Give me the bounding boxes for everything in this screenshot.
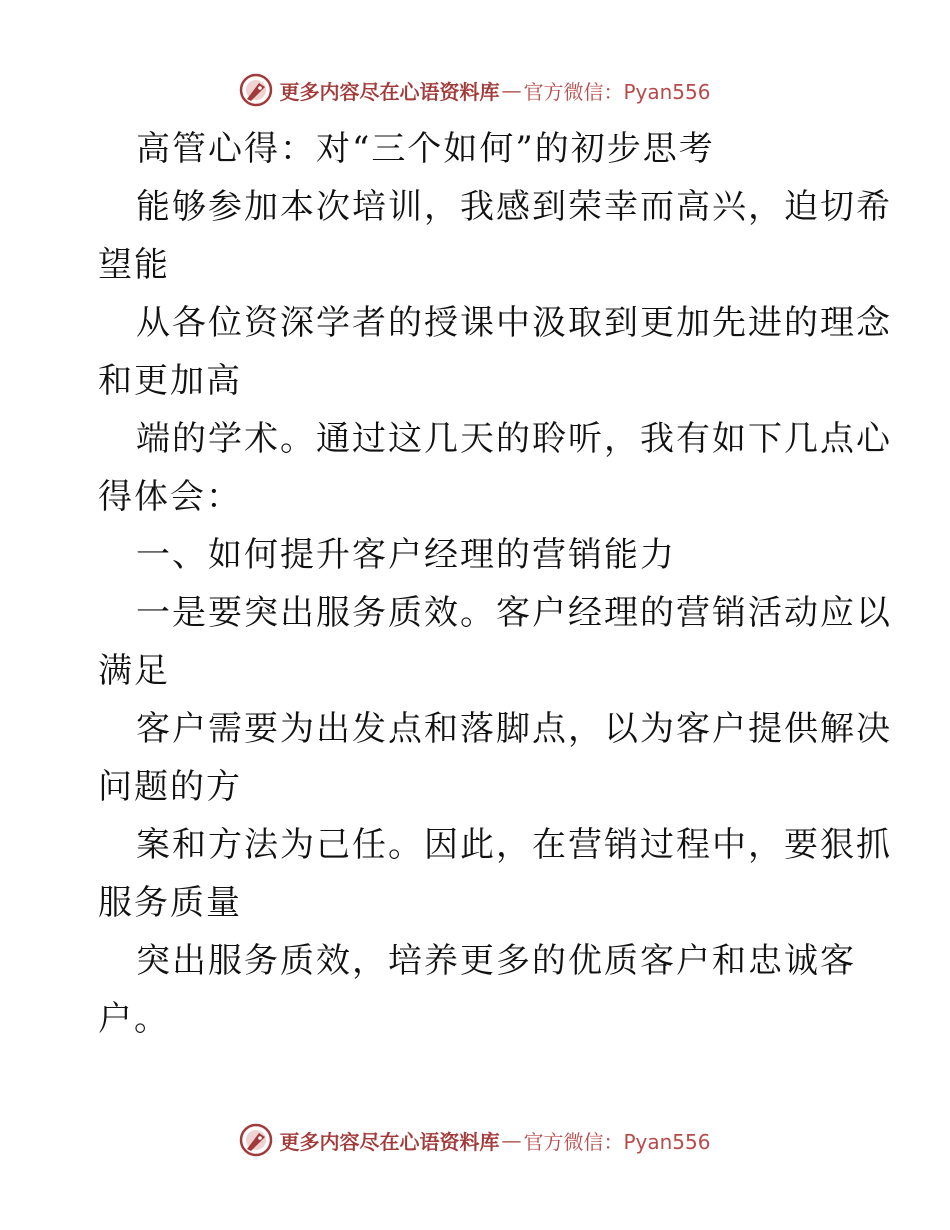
paragraph-line: 案和方法为己任。因此，在营销过程中，要狠抓 bbox=[136, 825, 892, 865]
paragraph-line: 服务质量 bbox=[98, 883, 242, 923]
document-body bbox=[98, 120, 892, 1048]
pen-nib-logo-icon bbox=[239, 73, 273, 107]
paragraph-line: 满足 bbox=[98, 651, 170, 691]
watermark-separator: — bbox=[501, 78, 522, 102]
paragraph-line: 问题的方 bbox=[98, 767, 242, 807]
header-watermark bbox=[0, 70, 950, 110]
paragraph-line: 户。 bbox=[98, 999, 170, 1039]
watermark-contact: 官方微信：Pyan556 bbox=[523, 1129, 711, 1154]
pen-nib-logo-icon bbox=[239, 1123, 273, 1157]
footer-watermark bbox=[0, 1120, 950, 1160]
paragraph-line: 突出服务质效，培养更多的优质客户和忠诚客 bbox=[136, 941, 856, 981]
paragraph-line: 望能 bbox=[98, 245, 170, 285]
paragraph-line: 和更加高 bbox=[98, 361, 242, 401]
watermark-text: 更多内容尽在心语资料库 bbox=[279, 1129, 500, 1154]
paragraph-line: 客户需要为出发点和落脚点，以为客户提供解决 bbox=[136, 709, 892, 749]
paragraph-line: 能够参加本次培训，我感到荣幸而高兴，迫切希 bbox=[136, 187, 892, 227]
watermark-text: 更多内容尽在心语资料库 bbox=[279, 79, 500, 104]
paragraph-line: 一是要突出服务质效。客户经理的营销活动应以 bbox=[136, 593, 892, 633]
watermark-separator: — bbox=[501, 1128, 522, 1152]
section-heading: 一、如何提升客户经理的营销能力 bbox=[136, 535, 676, 575]
paragraph-line: 从各位资深学者的授课中汲取到更加先进的理念 bbox=[136, 303, 892, 343]
paragraph-line: 得体会： bbox=[98, 477, 242, 517]
paragraph-line: 端的学术。通过这几天的聆听，我有如下几点心 bbox=[136, 419, 892, 459]
document-title: 高管心得：对“三个如何”的初步思考 bbox=[136, 129, 715, 169]
watermark-contact: 官方微信：Pyan556 bbox=[523, 79, 711, 104]
